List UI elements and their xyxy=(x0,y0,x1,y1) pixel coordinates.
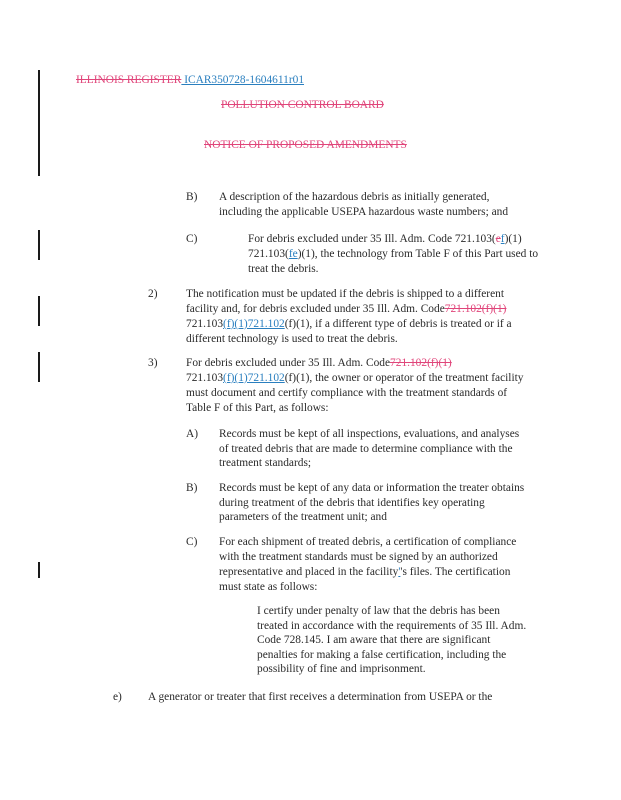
register-deleted: ILLINOIS REGISTER xyxy=(76,74,182,86)
register-inserted: ICAR350728-1604611r01 xyxy=(181,74,305,86)
change-bar xyxy=(38,230,40,260)
item-label: B) xyxy=(186,482,198,494)
item-e-text: A generator or treater that first receives a determination from USEPA or the xyxy=(148,691,493,703)
item-b-text: A description of the hazardous debris as initially generated, including the applicable USEPA hazardous waste numbers; and xyxy=(219,191,509,218)
item-3b-text: Records must be kept of any data or information the treater obtains during treatment of the debris that identifies key operating parameters of the treatment unit; and xyxy=(219,482,525,524)
item-label: 2) xyxy=(148,288,158,300)
change-bar xyxy=(38,562,40,578)
item-label: B) xyxy=(186,191,198,203)
item-label: C) xyxy=(186,233,198,245)
change-bar xyxy=(38,296,40,326)
item-label: e) xyxy=(113,691,122,703)
register-header xyxy=(76,73,304,88)
certification-text: I certify under penalty of law that the debris has been treated in accordance with the requirements of 35 Ill. Adm. Code 728.145. I am aware that there are significant penalties for making a false certification, including the possibility of fine and imprisonment. xyxy=(257,605,527,676)
notice-title: NOTICE OF PROPOSED AMENDMENTS xyxy=(204,139,407,151)
change-bar xyxy=(38,70,40,176)
item-label: A) xyxy=(186,428,199,440)
item-label: C) xyxy=(186,536,198,548)
change-bar xyxy=(38,352,40,382)
item-3a-text: Records must be kept of all inspections, evaluations, and analyses of treated debris that are made to determine compliance with the treatment standards; xyxy=(219,428,520,470)
board-title: POLLUTION CONTROL BOARD xyxy=(221,99,384,111)
item-label: 3) xyxy=(148,357,158,369)
